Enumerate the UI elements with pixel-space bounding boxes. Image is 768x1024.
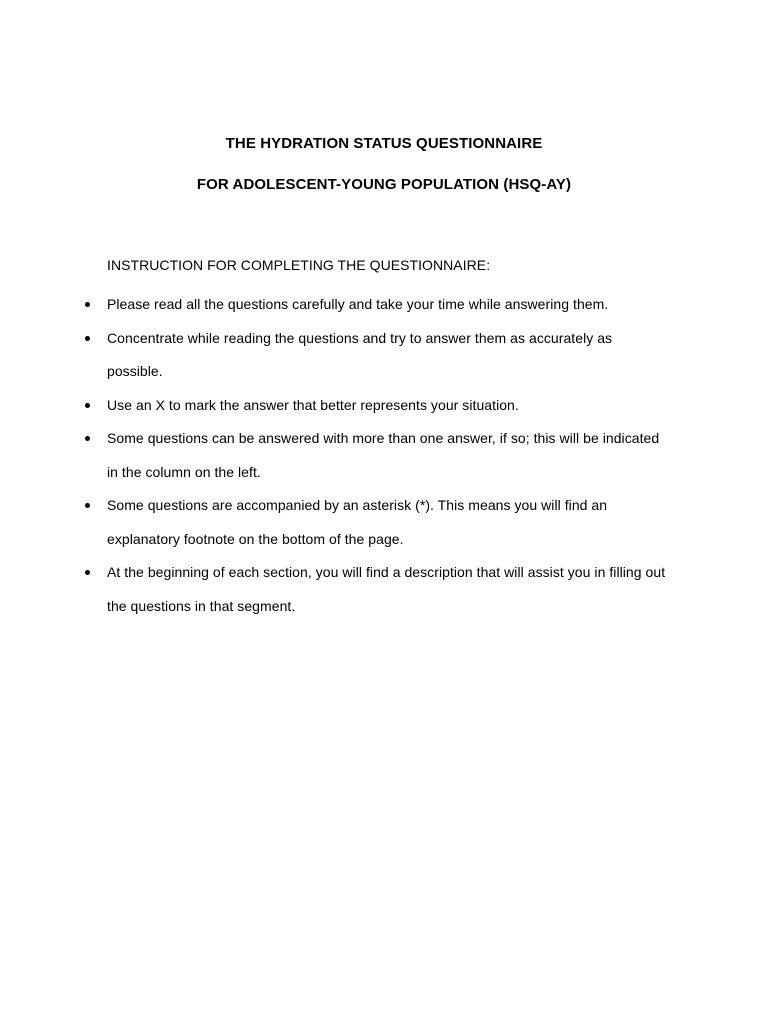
bullet-icon [85,436,90,441]
bullet-icon [85,403,90,408]
list-item [80,489,670,556]
list-item [80,389,670,423]
list-item-text: At the beginning of each section, you will find a description that will assist you in filling out the questions in that segment. [107,564,666,614]
instruction-list [80,288,670,623]
bullet-icon [85,336,90,341]
list-item [80,422,670,489]
list-item [80,322,670,389]
list-item-text: Some questions are accompanied by an asterisk (*). This means you will find an explanatory footnote on the bottom of the page. [107,497,608,547]
list-item-text: Some questions can be answered with more than one answer, if so; this will be indicated in the column on the left. [107,430,660,480]
bullet-icon [85,503,90,508]
instruction-heading: INSTRUCTION FOR COMPLETING THE QUESTIONNAIRE: [107,257,491,273]
bullet-icon [85,302,90,307]
list-item [80,556,670,623]
document-title: THE HYDRATION STATUS QUESTIONNAIRE [225,135,543,152]
document-subtitle: FOR ADOLESCENT-YOUNG POPULATION (HSQ-AY) [196,176,572,193]
list-item-text: Use an X to mark the answer that better represents your situation. [107,396,519,413]
list-item-text: Concentrate while reading the questions and try to answer them as accurately as possible. [107,329,613,379]
bullet-icon [85,570,90,575]
list-item-text: Please read all the questions carefully and take your time while answering them. [107,296,609,312]
list-item [80,288,670,322]
